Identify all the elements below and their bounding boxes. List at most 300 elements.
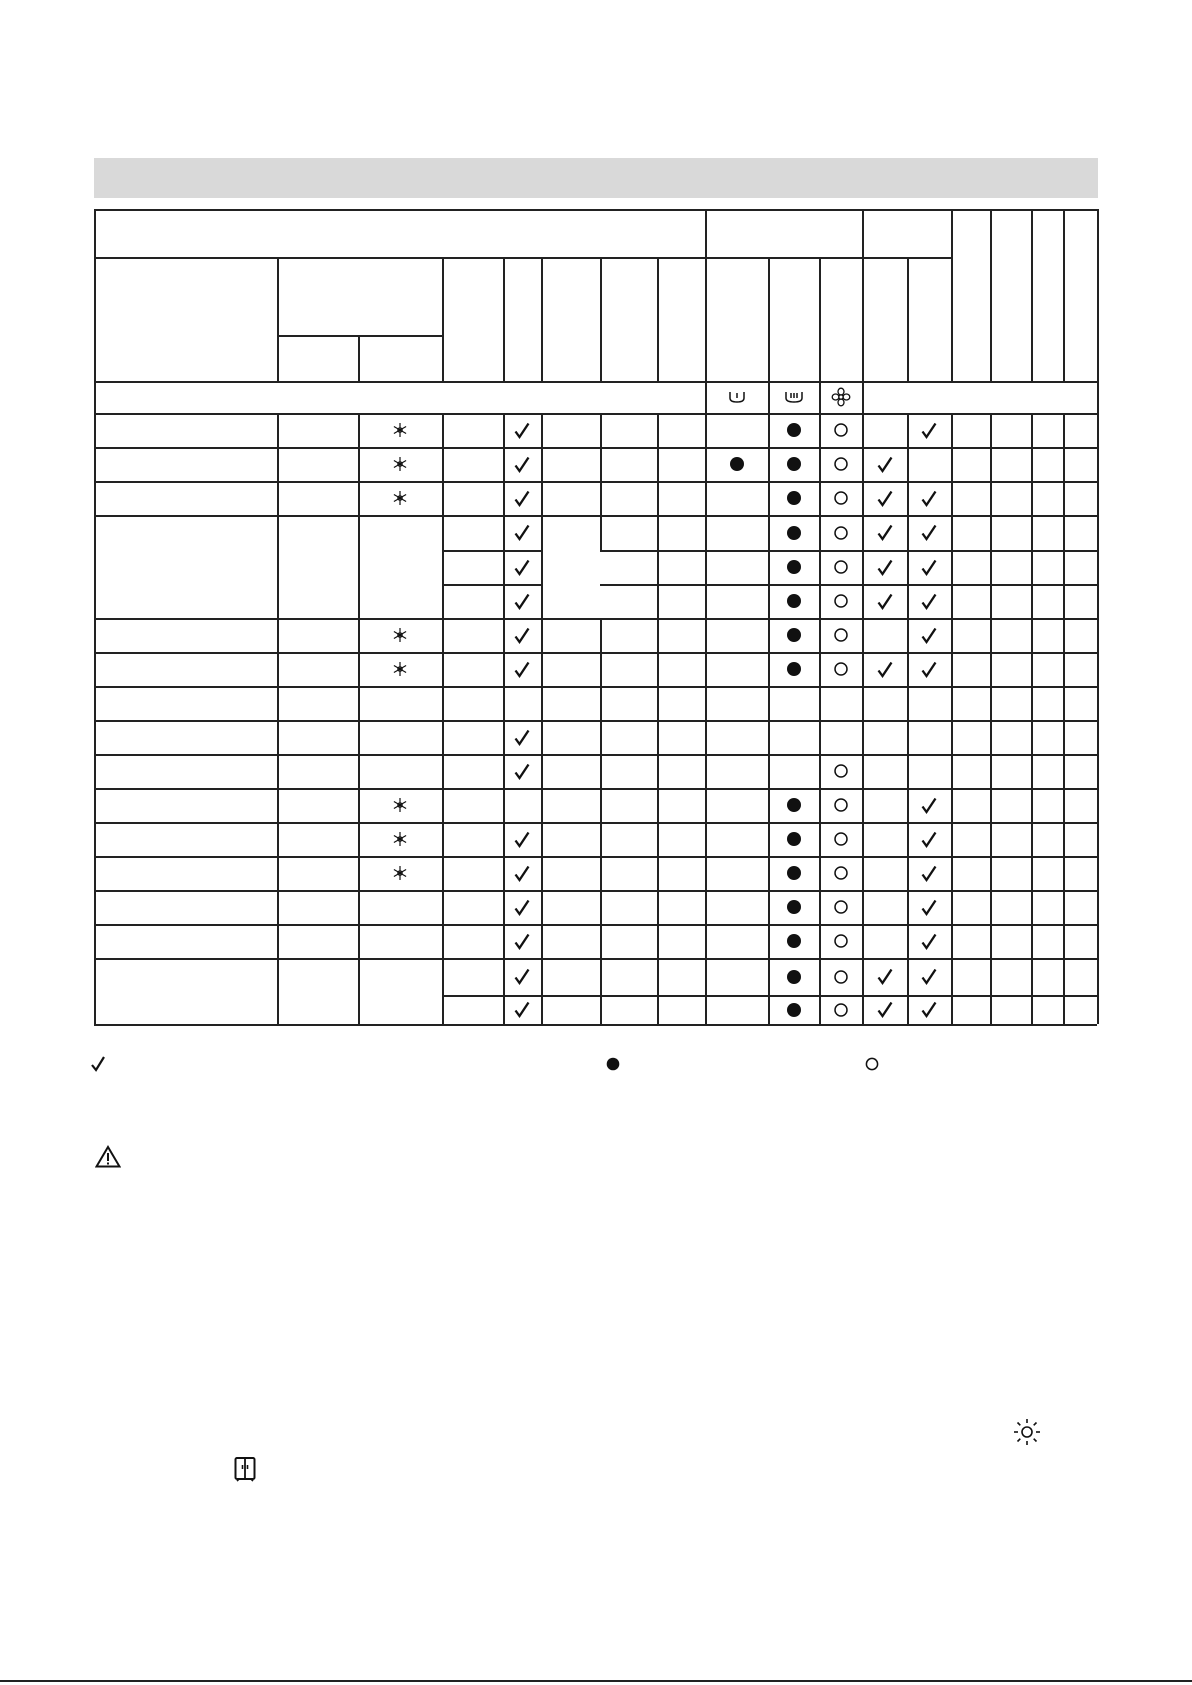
body-col-rule: [1063, 413, 1065, 447]
open-circle-icon: [831, 829, 851, 849]
body-col-rule: [358, 550, 360, 584]
body-col-rule: [442, 618, 444, 652]
body-col-rule: [277, 618, 279, 652]
body-col-rule: [1031, 481, 1033, 515]
body-col-rule: [768, 822, 770, 856]
body-col-rule: [657, 720, 659, 754]
table-border-left: [94, 209, 96, 1024]
body-col-rule: [442, 481, 444, 515]
body-col-rule: [503, 720, 505, 754]
sun-icon: [1013, 1418, 1041, 1451]
open-circle-icon: [831, 659, 851, 679]
body-col-rule: [1063, 652, 1065, 686]
body-col-rule: [600, 958, 602, 995]
row-rule: [94, 822, 1097, 824]
body-col-rule: [503, 788, 505, 822]
body-col-rule: [1031, 995, 1033, 1024]
filled-circle-icon: [784, 795, 804, 815]
body-col-rule: [442, 550, 444, 584]
legend-open-circle-icon: [862, 1054, 882, 1074]
open-circle-icon: [831, 557, 851, 577]
header-col-rule: [1063, 209, 1065, 381]
body-col-rule: [358, 754, 360, 788]
body-col-rule: [862, 720, 864, 754]
body-col-rule: [819, 788, 821, 822]
body-col-rule: [1031, 856, 1033, 890]
body-col-rule: [705, 958, 707, 995]
table-border-top: [94, 209, 1097, 211]
body-col-rule: [768, 515, 770, 550]
header-rule: [94, 413, 1097, 415]
body-col-rule: [768, 924, 770, 958]
check-icon: [919, 863, 939, 883]
body-col-rule: [541, 550, 543, 584]
body-col-rule: [705, 550, 707, 584]
flower-icon: [829, 385, 853, 409]
body-col-rule: [442, 924, 444, 958]
body-col-rule: [768, 754, 770, 788]
body-col-rule: [1031, 788, 1033, 822]
check-icon: [875, 1000, 895, 1020]
body-col-rule: [768, 890, 770, 924]
check-icon: [512, 625, 532, 645]
icon-strip-rule: [768, 381, 770, 413]
open-circle-icon: [831, 1000, 851, 1020]
body-col-rule: [951, 924, 953, 958]
header-rule: [277, 335, 442, 337]
header-col-rule: [990, 209, 992, 381]
header-col-rule: [657, 257, 659, 381]
body-col-rule: [1031, 720, 1033, 754]
row-rule: [94, 481, 1097, 483]
body-col-rule: [990, 515, 992, 550]
header-col-rule: [600, 257, 602, 381]
bowl-3-icon: [782, 385, 806, 409]
check-icon: [512, 897, 532, 917]
body-col-rule: [657, 652, 659, 686]
body-col-rule: [442, 686, 444, 720]
body-col-rule: [907, 890, 909, 924]
body-col-rule: [951, 550, 953, 584]
body-col-rule: [358, 481, 360, 515]
body-col-rule: [705, 686, 707, 720]
row-rule: [94, 924, 1097, 926]
body-col-rule: [541, 720, 543, 754]
body-col-rule: [358, 890, 360, 924]
body-col-rule: [503, 652, 505, 686]
snowflake-icon: [390, 454, 410, 474]
body-col-rule: [862, 788, 864, 822]
open-circle-icon: [831, 897, 851, 917]
filled-circle-icon: [784, 591, 804, 611]
body-col-rule: [990, 788, 992, 822]
body-col-rule: [358, 720, 360, 754]
body-col-rule: [907, 995, 909, 1024]
body-col-rule: [600, 413, 602, 447]
open-circle-icon: [831, 795, 851, 815]
row-rule: [94, 958, 1097, 960]
body-col-rule: [768, 995, 770, 1024]
header-col-rule: [358, 335, 360, 381]
body-col-rule: [907, 822, 909, 856]
check-icon: [919, 625, 939, 645]
body-col-rule: [657, 550, 659, 584]
body-col-rule: [1031, 754, 1033, 788]
check-icon: [919, 931, 939, 951]
body-col-rule: [541, 413, 543, 447]
check-icon: [919, 795, 939, 815]
body-col-rule: [768, 550, 770, 584]
body-col-rule: [442, 447, 444, 481]
body-col-rule: [990, 584, 992, 618]
body-col-rule: [1063, 924, 1065, 958]
body-col-rule: [951, 754, 953, 788]
body-col-rule: [951, 618, 953, 652]
body-col-rule: [990, 754, 992, 788]
body-col-rule: [277, 995, 279, 1024]
filled-circle-icon: [784, 454, 804, 474]
body-col-rule: [768, 618, 770, 652]
body-col-rule: [990, 890, 992, 924]
body-col-rule: [541, 686, 543, 720]
body-col-rule: [541, 924, 543, 958]
filled-circle-icon: [784, 659, 804, 679]
body-col-rule: [277, 686, 279, 720]
body-col-rule: [862, 995, 864, 1024]
body-col-rule: [705, 890, 707, 924]
open-circle-icon: [831, 625, 851, 645]
body-col-rule: [1063, 686, 1065, 720]
body-col-rule: [1063, 515, 1065, 550]
body-col-rule: [503, 618, 505, 652]
row-rule: [94, 754, 1097, 756]
body-col-rule: [907, 515, 909, 550]
check-icon: [919, 420, 939, 440]
body-col-rule: [951, 515, 953, 550]
body-col-rule: [1063, 720, 1065, 754]
body-col-rule: [277, 890, 279, 924]
body-col-rule: [657, 788, 659, 822]
check-icon: [875, 591, 895, 611]
body-col-rule: [819, 584, 821, 618]
body-col-rule: [951, 413, 953, 447]
body-col-rule: [705, 447, 707, 481]
check-icon: [512, 727, 532, 747]
body-col-rule: [705, 720, 707, 754]
body-col-rule: [442, 754, 444, 788]
body-col-rule: [541, 958, 543, 995]
body-col-rule: [442, 958, 444, 995]
body-col-rule: [657, 515, 659, 550]
filled-circle-icon: [784, 931, 804, 951]
open-circle-icon: [831, 967, 851, 987]
header-col-rule: [768, 257, 770, 381]
body-col-rule: [951, 995, 953, 1024]
body-col-rule: [990, 413, 992, 447]
body-col-rule: [907, 788, 909, 822]
body-col-rule: [990, 924, 992, 958]
snowflake-icon: [390, 863, 410, 883]
body-col-rule: [907, 652, 909, 686]
body-col-rule: [951, 856, 953, 890]
legend-check-icon: [88, 1054, 108, 1074]
body-col-rule: [819, 754, 821, 788]
open-circle-icon: [831, 863, 851, 883]
snowflake-icon: [390, 659, 410, 679]
body-col-rule: [1063, 584, 1065, 618]
body-col-rule: [907, 856, 909, 890]
body-col-rule: [358, 788, 360, 822]
filled-circle-icon: [784, 863, 804, 883]
body-col-rule: [358, 618, 360, 652]
filled-circle-icon: [784, 488, 804, 508]
body-col-rule: [1031, 686, 1033, 720]
body-col-rule: [277, 720, 279, 754]
body-col-rule: [990, 652, 992, 686]
body-col-rule: [600, 686, 602, 720]
snowflake-icon: [390, 795, 410, 815]
body-col-rule: [442, 995, 444, 1024]
header-col-rule: [541, 257, 543, 381]
body-col-rule: [358, 584, 360, 618]
row-rule: [94, 447, 1097, 449]
body-col-rule: [819, 515, 821, 550]
body-col-rule: [705, 754, 707, 788]
body-col-rule: [862, 515, 864, 550]
body-col-rule: [442, 822, 444, 856]
row-rule-partial: [600, 584, 1097, 586]
body-col-rule: [657, 822, 659, 856]
body-col-rule: [862, 924, 864, 958]
body-col-rule: [990, 618, 992, 652]
body-col-rule: [990, 550, 992, 584]
body-col-rule: [951, 890, 953, 924]
header-col-rule: [862, 209, 864, 381]
body-col-rule: [907, 924, 909, 958]
icon-strip-rule: [862, 381, 864, 413]
body-col-rule: [907, 413, 909, 447]
body-col-rule: [862, 413, 864, 447]
body-col-rule: [990, 481, 992, 515]
section-header-bar: [94, 158, 1098, 198]
body-col-rule: [541, 822, 543, 856]
body-col-rule: [1031, 924, 1033, 958]
fridge-door-icon: [234, 1456, 256, 1487]
body-col-rule: [819, 856, 821, 890]
body-col-rule: [862, 856, 864, 890]
check-icon: [919, 1000, 939, 1020]
body-col-rule: [819, 652, 821, 686]
body-col-rule: [1063, 958, 1065, 995]
body-col-rule: [657, 481, 659, 515]
body-col-rule: [503, 584, 505, 618]
body-col-rule: [819, 447, 821, 481]
body-col-rule: [541, 618, 543, 652]
body-col-rule: [1063, 890, 1065, 924]
body-col-rule: [541, 856, 543, 890]
body-col-rule: [907, 958, 909, 995]
check-icon: [512, 863, 532, 883]
body-col-rule: [442, 584, 444, 618]
body-col-rule: [951, 822, 953, 856]
body-col-rule: [768, 413, 770, 447]
body-col-rule: [1063, 788, 1065, 822]
body-col-rule: [541, 515, 543, 550]
row-rule: [94, 720, 1097, 722]
body-col-rule: [277, 652, 279, 686]
filled-circle-icon: [784, 625, 804, 645]
open-circle-icon: [831, 488, 851, 508]
snowflake-icon: [390, 420, 410, 440]
body-col-rule: [503, 856, 505, 890]
body-col-rule: [442, 515, 444, 550]
body-col-rule: [705, 652, 707, 686]
body-col-rule: [951, 447, 953, 481]
body-col-rule: [1031, 447, 1033, 481]
body-col-rule: [1031, 515, 1033, 550]
footer-rule: [0, 1680, 1192, 1682]
body-col-rule: [1031, 413, 1033, 447]
body-col-rule: [1063, 856, 1065, 890]
body-col-rule: [819, 924, 821, 958]
body-col-rule: [1031, 890, 1033, 924]
body-col-rule: [657, 890, 659, 924]
body-col-rule: [907, 720, 909, 754]
body-col-rule: [951, 686, 953, 720]
body-col-rule: [705, 856, 707, 890]
body-col-rule: [503, 754, 505, 788]
body-col-rule: [862, 618, 864, 652]
body-col-rule: [705, 481, 707, 515]
body-col-rule: [277, 550, 279, 584]
body-col-rule: [819, 995, 821, 1024]
body-col-rule: [657, 584, 659, 618]
body-col-rule: [277, 822, 279, 856]
check-icon: [875, 659, 895, 679]
body-col-rule: [358, 856, 360, 890]
body-col-rule: [951, 481, 953, 515]
icon-strip-rule: [819, 381, 821, 413]
row-rule: [94, 686, 1097, 688]
body-col-rule: [503, 515, 505, 550]
check-icon: [512, 591, 532, 611]
check-icon: [919, 829, 939, 849]
body-col-rule: [358, 995, 360, 1024]
body-col-rule: [862, 481, 864, 515]
check-icon: [512, 967, 532, 987]
row-rule: [94, 788, 1097, 790]
body-col-rule: [907, 618, 909, 652]
body-col-rule: [907, 447, 909, 481]
body-col-rule: [600, 481, 602, 515]
header-col-rule: [907, 257, 909, 381]
body-col-rule: [705, 584, 707, 618]
body-col-rule: [600, 754, 602, 788]
body-col-rule: [657, 686, 659, 720]
body-col-rule: [705, 788, 707, 822]
snowflake-icon: [390, 829, 410, 849]
body-col-rule: [1031, 822, 1033, 856]
body-col-rule: [503, 686, 505, 720]
body-col-rule: [442, 856, 444, 890]
filled-circle-icon: [784, 523, 804, 543]
body-col-rule: [819, 958, 821, 995]
body-col-rule: [503, 447, 505, 481]
body-col-rule: [990, 720, 992, 754]
body-col-rule: [705, 924, 707, 958]
body-col-rule: [819, 890, 821, 924]
body-col-rule: [819, 481, 821, 515]
body-col-rule: [600, 788, 602, 822]
open-circle-icon: [831, 761, 851, 781]
body-col-rule: [657, 413, 659, 447]
body-col-rule: [951, 584, 953, 618]
body-col-rule: [358, 652, 360, 686]
row-rule-partial: [600, 550, 1097, 552]
body-col-rule: [657, 754, 659, 788]
body-col-rule: [705, 618, 707, 652]
body-col-rule: [600, 924, 602, 958]
body-col-rule: [503, 413, 505, 447]
body-col-rule: [990, 995, 992, 1024]
body-col-rule: [1031, 584, 1033, 618]
body-col-rule: [907, 584, 909, 618]
body-col-rule: [541, 652, 543, 686]
body-col-rule: [600, 856, 602, 890]
body-col-rule: [277, 413, 279, 447]
body-col-rule: [600, 618, 602, 652]
body-col-rule: [600, 515, 602, 550]
check-icon: [512, 829, 532, 849]
body-col-rule: [503, 995, 505, 1024]
check-icon: [512, 931, 532, 951]
open-circle-icon: [831, 454, 851, 474]
body-col-rule: [951, 652, 953, 686]
check-icon: [919, 523, 939, 543]
row-rule: [94, 618, 1097, 620]
check-icon: [875, 488, 895, 508]
body-col-rule: [541, 754, 543, 788]
body-col-rule: [657, 856, 659, 890]
header-col-rule: [1031, 209, 1033, 381]
snowflake-icon: [390, 488, 410, 508]
check-icon: [512, 1000, 532, 1020]
check-icon: [512, 557, 532, 577]
filled-circle-icon: [784, 897, 804, 917]
body-col-rule: [862, 958, 864, 995]
body-col-rule: [1063, 447, 1065, 481]
header-col-rule: [705, 209, 707, 381]
body-col-rule: [277, 481, 279, 515]
check-icon: [875, 523, 895, 543]
body-col-rule: [541, 995, 543, 1024]
body-col-rule: [1031, 550, 1033, 584]
body-col-rule: [541, 890, 543, 924]
body-col-rule: [277, 958, 279, 995]
body-col-rule: [503, 958, 505, 995]
body-col-rule: [600, 652, 602, 686]
body-col-rule: [503, 550, 505, 584]
body-col-rule: [768, 856, 770, 890]
filled-circle-icon: [784, 1000, 804, 1020]
body-col-rule: [862, 447, 864, 481]
body-col-rule: [862, 890, 864, 924]
row-rule: [94, 856, 1097, 858]
open-circle-icon: [831, 931, 851, 951]
body-col-rule: [1063, 754, 1065, 788]
body-col-rule: [951, 788, 953, 822]
body-col-rule: [503, 822, 505, 856]
